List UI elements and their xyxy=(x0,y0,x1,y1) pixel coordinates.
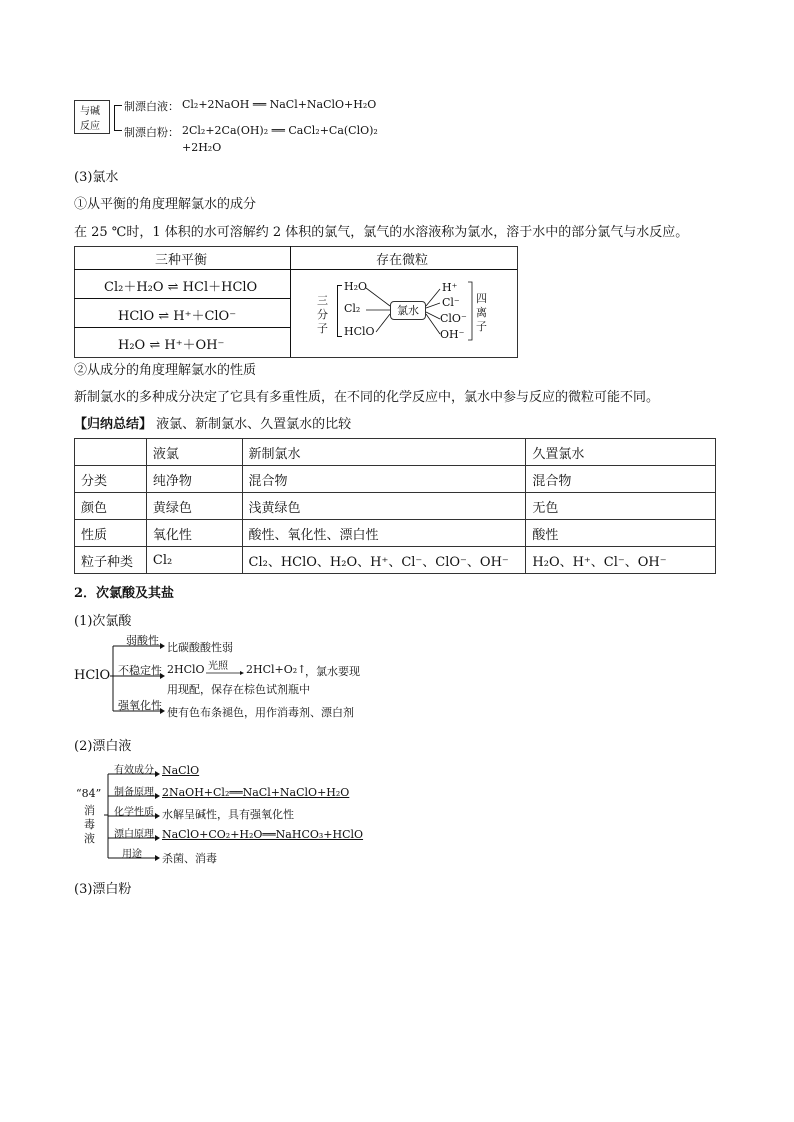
table-cell: 酸性 xyxy=(526,520,716,547)
table-cell: 酸性、氧化性、漂白性 xyxy=(242,520,526,547)
table-cell: 浅黄绿色 xyxy=(242,493,526,520)
hclo-b3-label: 强氧化性 xyxy=(118,699,162,712)
alkali-item1-eq: Cl₂+2NaOH ══ NaCl+NaClO+H₂O xyxy=(182,98,377,111)
ion-oh: OH⁻ xyxy=(440,328,465,341)
bleach-root-3: 毒 xyxy=(84,818,95,831)
molecules-label-1: 三 xyxy=(317,294,328,307)
ions-label-3: 子 xyxy=(476,320,487,333)
bleach-item2-label: 制备原理 xyxy=(114,787,154,798)
bleach-item4-label: 漂白原理 xyxy=(114,829,154,840)
powder-title: (3)漂白粉 xyxy=(74,882,132,897)
hclo-b2-text2: 用现配，保存在棕色试剂瓶中 xyxy=(167,683,310,696)
subsection-2-title: ②从成分的角度理解氯水的性质 xyxy=(74,363,257,378)
molecule-h2o: H₂O xyxy=(344,280,368,293)
summary-title: 液氯、新制氯水、久置氯水的比较 xyxy=(156,417,352,432)
hclo-b1-text: 比碳酸酸性弱 xyxy=(167,641,233,654)
alkali-item1-label: 制漂白液： xyxy=(124,100,179,113)
equilibrium-eq3: H₂O ⇌ H⁺＋OH⁻ xyxy=(118,338,225,353)
table-header: 久置氯水 xyxy=(526,439,716,466)
hclo-b2-eq-right: 2HCl+O₂↑ xyxy=(246,663,307,676)
hclo-b1-label: 弱酸性 xyxy=(126,634,159,647)
molecule-cl2: Cl₂ xyxy=(344,302,361,315)
bleach-item1-text: NaClO xyxy=(162,764,200,777)
equilibrium-header-right: 存在微粒 xyxy=(376,253,429,268)
table-cell: 性质 xyxy=(75,520,147,547)
equilibrium-eq2: HClO ⇌ H⁺＋ClO⁻ xyxy=(118,309,237,324)
hclo-root: HClO xyxy=(74,668,111,683)
paragraph-2: 新制氯水的多种成分决定了它具有多重性质，在不同的化学反应中，氯水中参与反应的微粒可能不同。 xyxy=(74,390,660,405)
table-cell: Cl₂、HClO、H₂O、H⁺、Cl⁻、ClO⁻、OH⁻ xyxy=(242,547,526,574)
alkali-item2-eq-cont: +2H₂O xyxy=(182,141,222,154)
table-header: 新制氯水 xyxy=(242,439,526,466)
equilibrium-header-left: 三种平衡 xyxy=(155,253,208,268)
paragraph-1: 在 25 ℃时，1 体积的水可溶解约 2 体积的氯气，氯气的水溶液称为氯水，溶于水中的部分氯气与水反应。 xyxy=(74,225,689,240)
summary-tag: 【归纳总结】 xyxy=(74,417,153,432)
bleach-item3-text: 水解呈碱性，具有强氧化性 xyxy=(162,808,294,821)
molecule-hclo: HClO xyxy=(344,325,375,338)
alkali-box-line1: 与碱 xyxy=(80,106,100,117)
table-cell: 无色 xyxy=(526,493,716,520)
bleach-item3-label: 化学性质 xyxy=(114,807,154,818)
ions-label-1: 四 xyxy=(476,292,487,305)
section-3-title: (3)氯水 xyxy=(74,170,119,185)
table-cell: 分类 xyxy=(75,466,147,493)
alkali-item2-label: 制漂白粉： xyxy=(124,126,179,139)
alkali-item2-eq: 2Cl₂+2Ca(OH)₂ ══ CaCl₂+Ca(ClO)₂ xyxy=(182,124,378,137)
bleach-root-2: 消 xyxy=(84,804,95,817)
table-cell: 颜色 xyxy=(75,493,147,520)
table-cell: Cl₂ xyxy=(146,547,242,574)
ion-cl: Cl⁻ xyxy=(442,296,460,309)
table-cell: 氧化性 xyxy=(146,520,242,547)
hclo-title: (1)次氯酸 xyxy=(74,614,132,629)
ion-h: H⁺ xyxy=(442,281,458,294)
hclo-b2-condition: 光照 xyxy=(208,661,228,672)
table-cell: 黄绿色 xyxy=(146,493,242,520)
table-cell: H₂O、H⁺、Cl⁻、OH⁻ xyxy=(526,547,716,574)
bleach-item2-text: 2NaOH+Cl₂══NaCl+NaClO+H₂O xyxy=(162,786,350,799)
table-header: 液氯 xyxy=(146,439,242,466)
table-cell: 混合物 xyxy=(526,466,716,493)
ion-clo: ClO⁻ xyxy=(440,312,467,325)
bleach-item5-label: 用途 xyxy=(122,849,142,860)
bleach-item1-label: 有效成分 xyxy=(114,765,154,776)
alkali-box-line2: 反应 xyxy=(80,121,100,132)
bleach-item5-text: 杀菌、消毒 xyxy=(162,852,217,865)
ions-label-2: 离 xyxy=(476,306,487,319)
equilibrium-eq1: Cl₂＋H₂O ⇌ HCl＋HClO xyxy=(104,280,258,295)
molecules-label-3: 子 xyxy=(317,322,328,335)
particle-center-box: 氯水 xyxy=(390,301,426,320)
bleach-title: (2)漂白液 xyxy=(74,739,132,754)
bleach-root-1: “84” xyxy=(76,787,102,800)
table-cell: 混合物 xyxy=(242,466,526,493)
table-cell: 粒子种类 xyxy=(75,547,147,574)
hclo-b2-eq-left: 2HClO xyxy=(167,663,205,676)
bleach-item4-text: NaClO+CO₂+H₂O══NaHCO₃+HClO xyxy=(162,828,364,841)
molecules-label-2: 分 xyxy=(317,308,328,321)
section-2-title: 2．次氯酸及其盐 xyxy=(74,586,175,601)
hclo-b2-text1: ，氯水要现 xyxy=(305,665,360,678)
hclo-b2-label: 不稳定性 xyxy=(118,664,162,677)
bleach-root-4: 液 xyxy=(84,832,95,845)
table-cell: 纯净物 xyxy=(146,466,242,493)
hclo-b3-text: 使有色布条褪色，用作消毒剂、漂白剂 xyxy=(167,706,354,719)
subsection-1-title: ①从平衡的角度理解氯水的成分 xyxy=(74,197,257,212)
